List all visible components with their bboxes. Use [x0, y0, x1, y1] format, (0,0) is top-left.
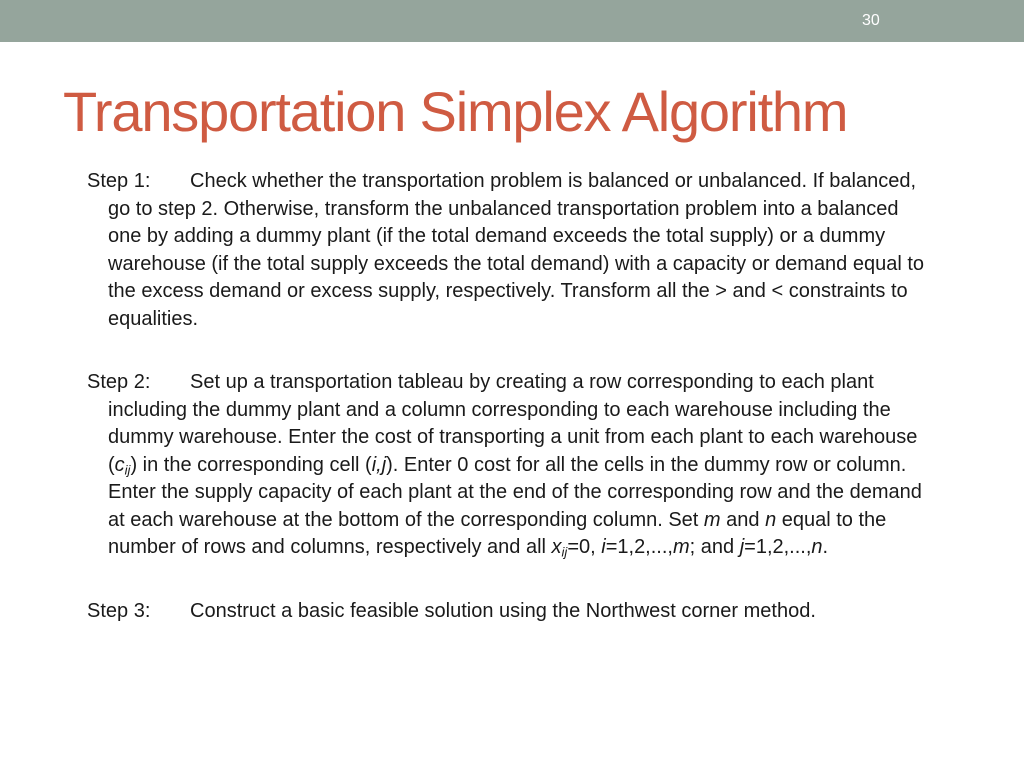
step-2-text-part: ) in the corresponding cell (: [130, 453, 372, 476]
step-3-text: Construct a basic feasible solution using the Northwest corner method.: [190, 599, 816, 622]
top-bar: [0, 0, 1024, 42]
step-2-text-part: equal to the number of rows and columns, respectively and all: [108, 508, 887, 558]
step-2: [87, 369, 937, 562]
step-3: [87, 598, 937, 626]
step-2-text-part: Set up a transportation tableau by creating a row corresponding to each plant including the dummy plant and a column corresponding to each warehouse including the dummy warehouse. Enter the cost of transporting a unit from each plant to each warehouse (: [108, 371, 918, 476]
step-1-text: Check whether the transportation problem is balanced or unbalanced. If balanced, go to step 2. Otherwise, transform the unbalanced transportation problem into a balanced one by adding a dummy plant (if the total demand exceeds the total supply) or a dummy warehouse (if the total supply exceeds the total demand) with a capacity or demand equal to the excess demand or excess supply, respectively. Transform all the > and < constraints to equalities.: [108, 170, 925, 330]
cost-subscript: ij: [124, 461, 131, 477]
j-symbol: j: [739, 536, 745, 558]
cost-symbol: c: [114, 453, 125, 476]
step-2-label: Step 2:: [87, 371, 151, 393]
step-3-label: Step 3:: [87, 599, 151, 622]
step-2-text-part: ; and: [689, 536, 740, 558]
step-2-text-part: =1,2,...,: [744, 536, 812, 558]
slide-title: Transportation Simplex Algorithm: [63, 80, 848, 143]
slide-body: [87, 168, 937, 661]
i-symbol: i: [601, 536, 606, 558]
x-symbol: x: [551, 536, 562, 558]
step-2-text-part: and: [720, 508, 766, 531]
m-symbol: m: [703, 508, 721, 531]
cell-index: i,j: [371, 453, 387, 476]
step-2-text-part: ). Enter 0 cost for all the cells in the dummy row or column. Enter the supply capacity of each plant at the end of the corresponding row and the demand at each warehouse at the bottom of the corresponding column. Set: [108, 453, 922, 531]
step-2-text-part: .: [822, 536, 829, 558]
step-1: [87, 168, 937, 333]
x-subscript: ij: [561, 544, 568, 560]
m-symbol: m: [672, 536, 690, 558]
slide-number: 30: [862, 12, 880, 29]
step-2-text-part: =1,2,...,: [605, 536, 673, 558]
n-symbol: n: [765, 508, 777, 531]
step-1-label: Step 1:: [87, 170, 151, 192]
step-2-text-part: =0,: [567, 536, 602, 558]
n-symbol: n: [811, 536, 823, 558]
